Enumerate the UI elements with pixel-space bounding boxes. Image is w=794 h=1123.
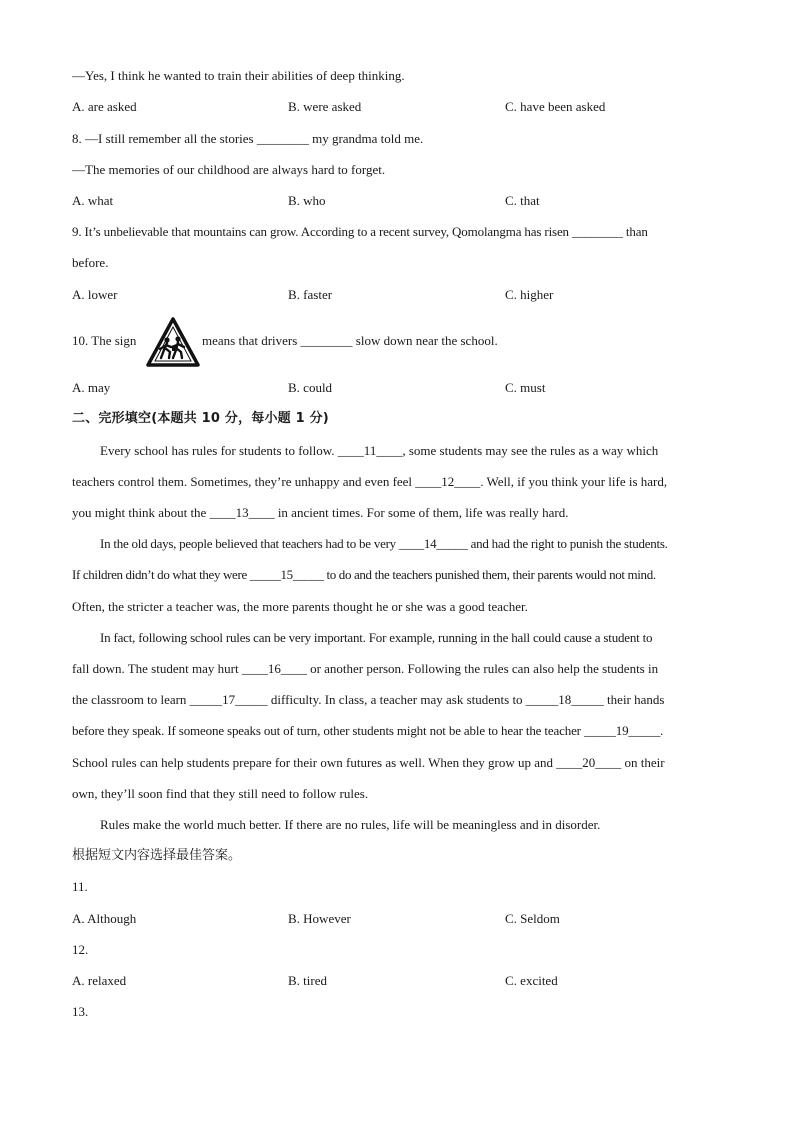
q11-number: 11. [72,879,88,894]
passage-line-6: Often, the stricter a teacher was, the more parents thought he or she was a good teacher. [72,599,528,614]
passage-line-12: own, they’ll soon find that they still need to follow rules. [72,786,369,801]
q9-option-a[interactable]: A. lower [72,287,118,302]
q11-option-a[interactable]: A. Although [72,911,137,926]
passage-line-8: fall down. The student may hurt ____16____ or another person. Following the rules can also help the students in [72,661,659,676]
q9-option-c[interactable]: C. higher [505,287,554,302]
q12-option-b[interactable]: B. tired [288,973,327,988]
q9-stem: 9. It’s unbelievable that mountains can grow. According to a recent survey, Qomolangma has risen ________ than [72,224,648,239]
q7-option-b[interactable]: B. were asked [288,99,362,114]
passage-line-7: In fact, following school rules can be very important. For example, running in the hall could cause a student to [100,630,653,645]
q12-number: 12. [72,942,89,957]
q8-reply: —The memories of our childhood are always hard to forget. [72,162,386,177]
q8-option-a[interactable]: A. what [72,193,114,208]
passage-line-1: Every school has rules for students to follow. ____11____, some students may see the rules as a way which [100,443,659,458]
passage-line-2: teachers control them. Sometimes, they’re unhappy and even feel ____12____. Well, if you think your life is hard, [72,474,668,489]
passage-line-10: before they speak. If someone speaks out of turn, other students might not be able to hear the teacher _____19_____. [72,723,664,738]
q11-option-b[interactable]: B. However [288,911,351,926]
q8-option-c[interactable]: C. that [505,193,540,208]
q7-option-a[interactable]: A. are asked [72,99,137,114]
passage-line-13: Rules make the world much better. If there are no rules, life will be meaningless and in disorder. [100,817,601,832]
q7-option-c[interactable]: C. have been asked [505,99,606,114]
q8-stem: 8. —I still remember all the stories ________ my grandma told me. [72,131,424,146]
passage-line-11: School rules can help students prepare for their own futures as well. When they grow up and ____20____ on their [72,755,665,770]
passage-line-4: In the old days, people believed that teachers had to be very ____14_____ and had the right to punish the students. [100,536,668,551]
q12-option-c[interactable]: C. excited [505,973,558,988]
q7-answer-line: —Yes, I think he wanted to train their abilities of deep thinking. [72,68,405,83]
q10-option-c[interactable]: C. must [505,380,546,395]
q10-stem-start: 10. The sign [72,333,137,348]
q11-option-c[interactable]: C. Seldom [505,911,560,926]
q10-option-a[interactable]: A. may [72,380,111,395]
passage-line-9: the classroom to learn _____17_____ difficulty. In class, a teacher may ask students to _____18_____ their hands [72,692,665,707]
school-crossing-sign-icon [145,316,201,368]
q9-option-b[interactable]: B. faster [288,287,333,302]
passage-instruction: 根据短文内容选择最佳答案。 [72,848,242,863]
q12-option-a[interactable]: A. relaxed [72,973,127,988]
q13-number: 13. [72,1004,89,1019]
q9-stem-continued: before. [72,255,109,270]
q8-option-b[interactable]: B. who [288,193,326,208]
passage-line-3: you might think about the ____13____ in ancient times. For some of them, life was really hard. [72,505,569,520]
q10-option-b[interactable]: B. could [288,380,333,395]
section-2-heading: 二、完形填空(本题共 10 分，每小题 1 分) [72,411,329,426]
passage-line-5: If children didn’t do what they were _____15_____ to do and the teachers punished them, their parents would not mind. [72,567,656,582]
q10-stem-end: means that drivers ________ slow down near the school. [202,333,498,348]
